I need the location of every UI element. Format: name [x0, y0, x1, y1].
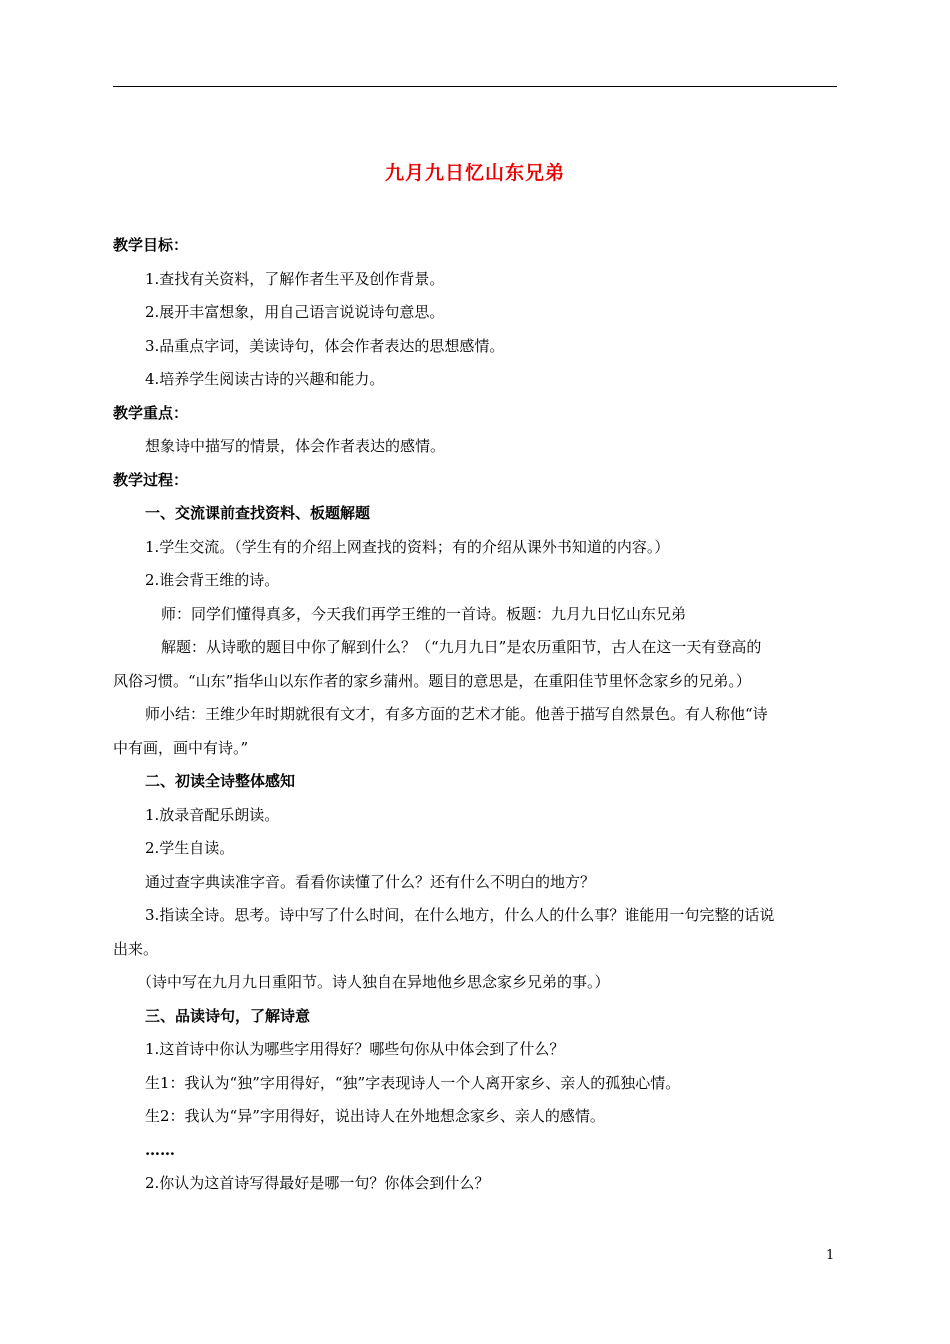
body-line: 师小结：王维少年时期就很有文才，有多方面的艺术才能。他善于描写自然景色。有人称他“诗: [145, 705, 768, 723]
page-title: 九月九日忆山东兄弟: [384, 162, 565, 184]
header-rule: [113, 86, 837, 87]
body-line: 2.学生自读。: [145, 839, 235, 857]
body-line: 1.这首诗中你认为哪些字用得好？哪些句你从中体会到了什么？: [145, 1040, 565, 1058]
body-line: 中有画，画中有诗。”: [113, 738, 249, 757]
body-line: 想象诗中描写的情景，体会作者表达的感情。: [145, 437, 446, 455]
section-heading: 三、品读诗句，了解诗意: [145, 1006, 311, 1025]
section-heading: 二、初读全诗整体感知: [145, 772, 296, 790]
body-line: 师：同学们懂得真多，今天我们再学王维的一首诗。板题：九月九日忆山东兄弟: [161, 604, 687, 623]
body-line: 生2：我认为“异”字用得好，说出诗人在外地想念家乡、亲人的感情。: [145, 1107, 605, 1125]
section-heading: 一、交流课前查找资料、板题解题: [145, 504, 371, 522]
body-line: 生1：我认为“独”字用得好，“独”字表现诗人一个人离开家乡、亲人的孤独心情。: [145, 1073, 681, 1092]
body-line: 解题：从诗歌的题目中你了解到什么？（“九月九日”是农历重阳节，古人在这一天有登高的: [161, 638, 762, 656]
section-heading: 教学目标：: [113, 236, 189, 254]
page-number: 1: [826, 1248, 835, 1263]
body-line: （诗中写在九月九日重阳节。诗人独自在异地他乡思念家乡兄弟的事。）: [137, 973, 610, 991]
body-line: 2.你认为这首诗写得最好是哪一句？你体会到什么？: [145, 1174, 490, 1192]
section-heading: ……: [145, 1140, 175, 1159]
body-line: 2.展开丰富想象，用自己语言说说诗句意思。: [145, 303, 445, 321]
body-line: 1.查找有关资料，了解作者生平及创作背景。: [145, 269, 445, 288]
section-heading: 教学过程：: [113, 470, 189, 489]
body-line: 风俗习惯。“山东”指华山以东作者的家乡蒲州。题目的意思是，在重阳佳节里怀念家乡的兄弟。）: [113, 671, 751, 690]
section-heading: 教学重点：: [113, 403, 189, 422]
body-line: 1.放录音配乐朗读。: [145, 805, 280, 824]
body-line: 出来。: [113, 939, 159, 958]
body-line: 3.品重点字词，美读诗句，体会作者表达的思想感情。: [145, 336, 505, 355]
body-line: 4.培养学生阅读古诗的兴趣和能力。: [145, 370, 385, 388]
body-line: 3.指读全诗。思考。诗中写了什么时间，在什么地方，什么人的什么事？谁能用一句完整的话说: [145, 906, 775, 924]
body-line: 2.谁会背王维的诗。: [145, 571, 280, 589]
body-line: 1.学生交流。（学生有的介绍上网查找的资料；有的介绍从课外书知道的内容。）: [145, 537, 670, 556]
body-line: 通过查字典读准字音。看看你读懂了什么？还有什么不明白的地方？: [145, 872, 596, 891]
